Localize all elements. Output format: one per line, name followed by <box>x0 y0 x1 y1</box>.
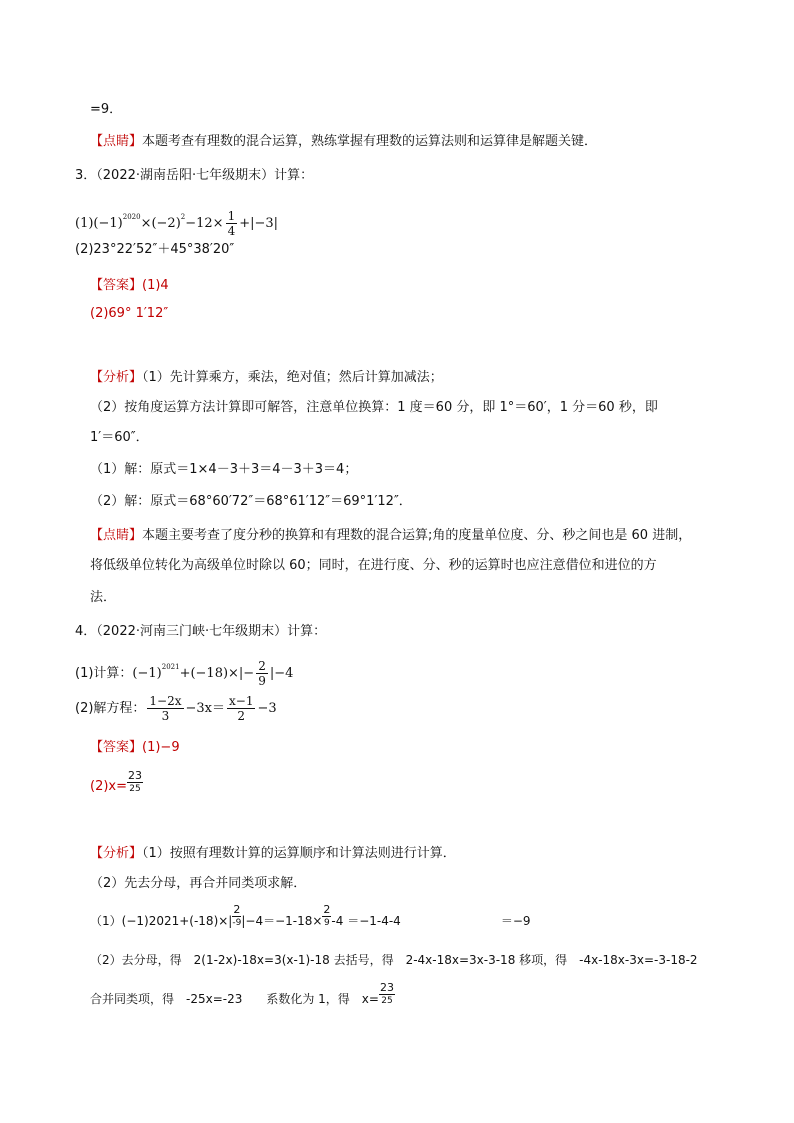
p1-base2: (−2) <box>151 216 181 231</box>
p1-exp1: 2020 <box>122 213 141 221</box>
q4-solution-1 <box>90 904 531 929</box>
dianjing-text-1: 本题主要考查了度分秒的换算和有理数的混合运算;角的度量单位度、分、秒之间也是 60 进制， <box>142 528 692 543</box>
sol1-f1-den: -9 <box>232 918 242 928</box>
analysis-tag: 【分析】 <box>90 370 143 385</box>
answer-1: (1)4 <box>142 278 169 293</box>
analysis-tag: 【分析】 <box>90 846 143 861</box>
q4p2-tail: −3 <box>257 701 277 716</box>
answer-tag: 【答案】 <box>90 740 143 755</box>
q4-analysis-2: （2）先去分母，再合并同类项求解． <box>90 876 307 891</box>
q4p1-mid: +(−18)×|− <box>179 666 255 681</box>
top-result: =9． <box>90 102 123 117</box>
sol1-c: -4 ＝−1-4-4 <box>331 914 401 928</box>
p1-fraction <box>226 209 238 238</box>
q4p1-frac-num: 2 <box>258 659 266 673</box>
q4-header: 4．（2022·河南三门峡·七年级期末）计算： <box>75 624 327 639</box>
q3-dianjing-1 <box>90 526 691 546</box>
p1-base1: (−1) <box>93 216 123 231</box>
dianjing-tag: 【点睛】 <box>90 528 143 543</box>
answer-2-num: 23 <box>128 769 143 782</box>
answer-2-den: 25 <box>129 784 141 794</box>
q4-problem-2 <box>75 694 277 724</box>
sol3-fraction <box>379 982 395 1007</box>
q3-analysis-3: 1′＝60″． <box>90 430 149 445</box>
answer-tag: 【答案】 <box>90 278 143 293</box>
sol1-a: （1）(−1)2021+(-18)×| <box>90 914 233 928</box>
p1-op1: × <box>140 216 152 231</box>
q4p1-label: (1)计算： <box>75 666 133 681</box>
q4p2-l-num: 1−2x <box>149 694 182 708</box>
q4p1-exp: 2021 <box>161 663 180 671</box>
q3-answer-2: (2)69° 1′12″ <box>90 306 169 321</box>
sol3-den: 25 <box>381 996 393 1006</box>
p1-tail: +|−3| <box>239 216 279 231</box>
analysis-text-1: （1）按照有理数计算的运算顺序和计算法则进行计算． <box>142 846 456 861</box>
q4p1-frac-den: 9 <box>258 674 266 688</box>
q4p1-fraction <box>256 659 268 688</box>
q3-solution-1: （1）解：原式＝1×4－3＋3＝4－3＋3＝4； <box>90 462 358 477</box>
q4p2-r-num: x−1 <box>229 694 254 708</box>
sol1-d: ＝−9 <box>500 914 531 928</box>
q4p1-tail: |−4 <box>269 666 294 681</box>
sol3-num: 23 <box>379 981 394 994</box>
q3-analysis-2: （2）按角度运算方法计算即可解答，注意单位换算：1 度＝60 分，即 1°＝60′，1 分＝60 秒，即 <box>90 400 658 415</box>
q4p2-l-den: 3 <box>161 709 170 723</box>
sol1-frac1 <box>232 904 241 929</box>
q4-solution-2: （2）去分母，得 2(1-2x)-18x=3(x-1)-18 去括号，得 2-4x-18x=3x-3-18 移项，得 -4x-18x-3x=-3-18-2 <box>90 953 698 967</box>
q4p2-r-den: 2 <box>237 709 246 723</box>
q4p1-base: (−1) <box>132 666 162 681</box>
q4p2-label: (2)解方程： <box>75 701 146 716</box>
q4-problem-1 <box>75 652 293 689</box>
sol1-f2-num: 2 <box>323 903 331 916</box>
q3-solution-2: （2）解：原式＝68°60′72″＝68°61′12″＝69°1′12″． <box>90 494 412 509</box>
q3-dianjing-3: 法． <box>90 590 117 605</box>
answer-1: (1)−9 <box>142 740 180 755</box>
q4p2-right-fraction <box>227 694 255 723</box>
dianjing-tag: 【点睛】 <box>90 134 143 149</box>
p1-frac-num: 1 <box>227 209 236 223</box>
q3-analysis-1 <box>90 368 443 388</box>
q3-problem-1 <box>75 202 278 239</box>
q4p2-mid: −3x＝ <box>185 701 226 716</box>
q4-answer <box>90 738 180 758</box>
p1-frac-den: 4 <box>227 224 236 238</box>
sol1-b: |−4＝−1-18× <box>241 914 323 928</box>
answer-2-prefix: (2)x= <box>90 779 128 794</box>
sol1-f2-den: 9 <box>324 918 330 928</box>
q2-dianjing <box>90 132 597 152</box>
q4p2-left-fraction <box>147 694 183 723</box>
q3-answer <box>90 276 169 296</box>
p1-exp2: 2 <box>180 213 186 221</box>
analysis-text-1: （1）先计算乘方，乘法，绝对值；然后计算加减法； <box>142 370 443 385</box>
q3-dianjing-2: 将低级单位转化为高级单位时除以 60；同时，在进行度、分、秒的运算时也应注意借位和进位的方 <box>90 558 657 573</box>
sol3-a: 合并同类项，得 -25x=-23 系数化为 1，得 x= <box>90 992 379 1006</box>
q4-answer-2 <box>90 770 143 795</box>
q4-solution-3 <box>90 982 395 1007</box>
dianjing-text: 本题考查有理数的混合运算，熟练掌握有理数的运算法则和运算律是解题关键． <box>142 134 598 149</box>
p1-op2: −12× <box>185 216 224 231</box>
sol1-f1-num: 2 <box>233 903 241 916</box>
q3-header: 3．（2022·湖南岳阳·七年级期末）计算： <box>75 168 314 183</box>
q4-analysis-1 <box>90 844 456 864</box>
p1-label: (1) <box>75 216 94 231</box>
answer-2-fraction <box>127 770 143 795</box>
q3-problem-2: (2)23°22′52″＋45°38′20″ <box>75 242 235 257</box>
